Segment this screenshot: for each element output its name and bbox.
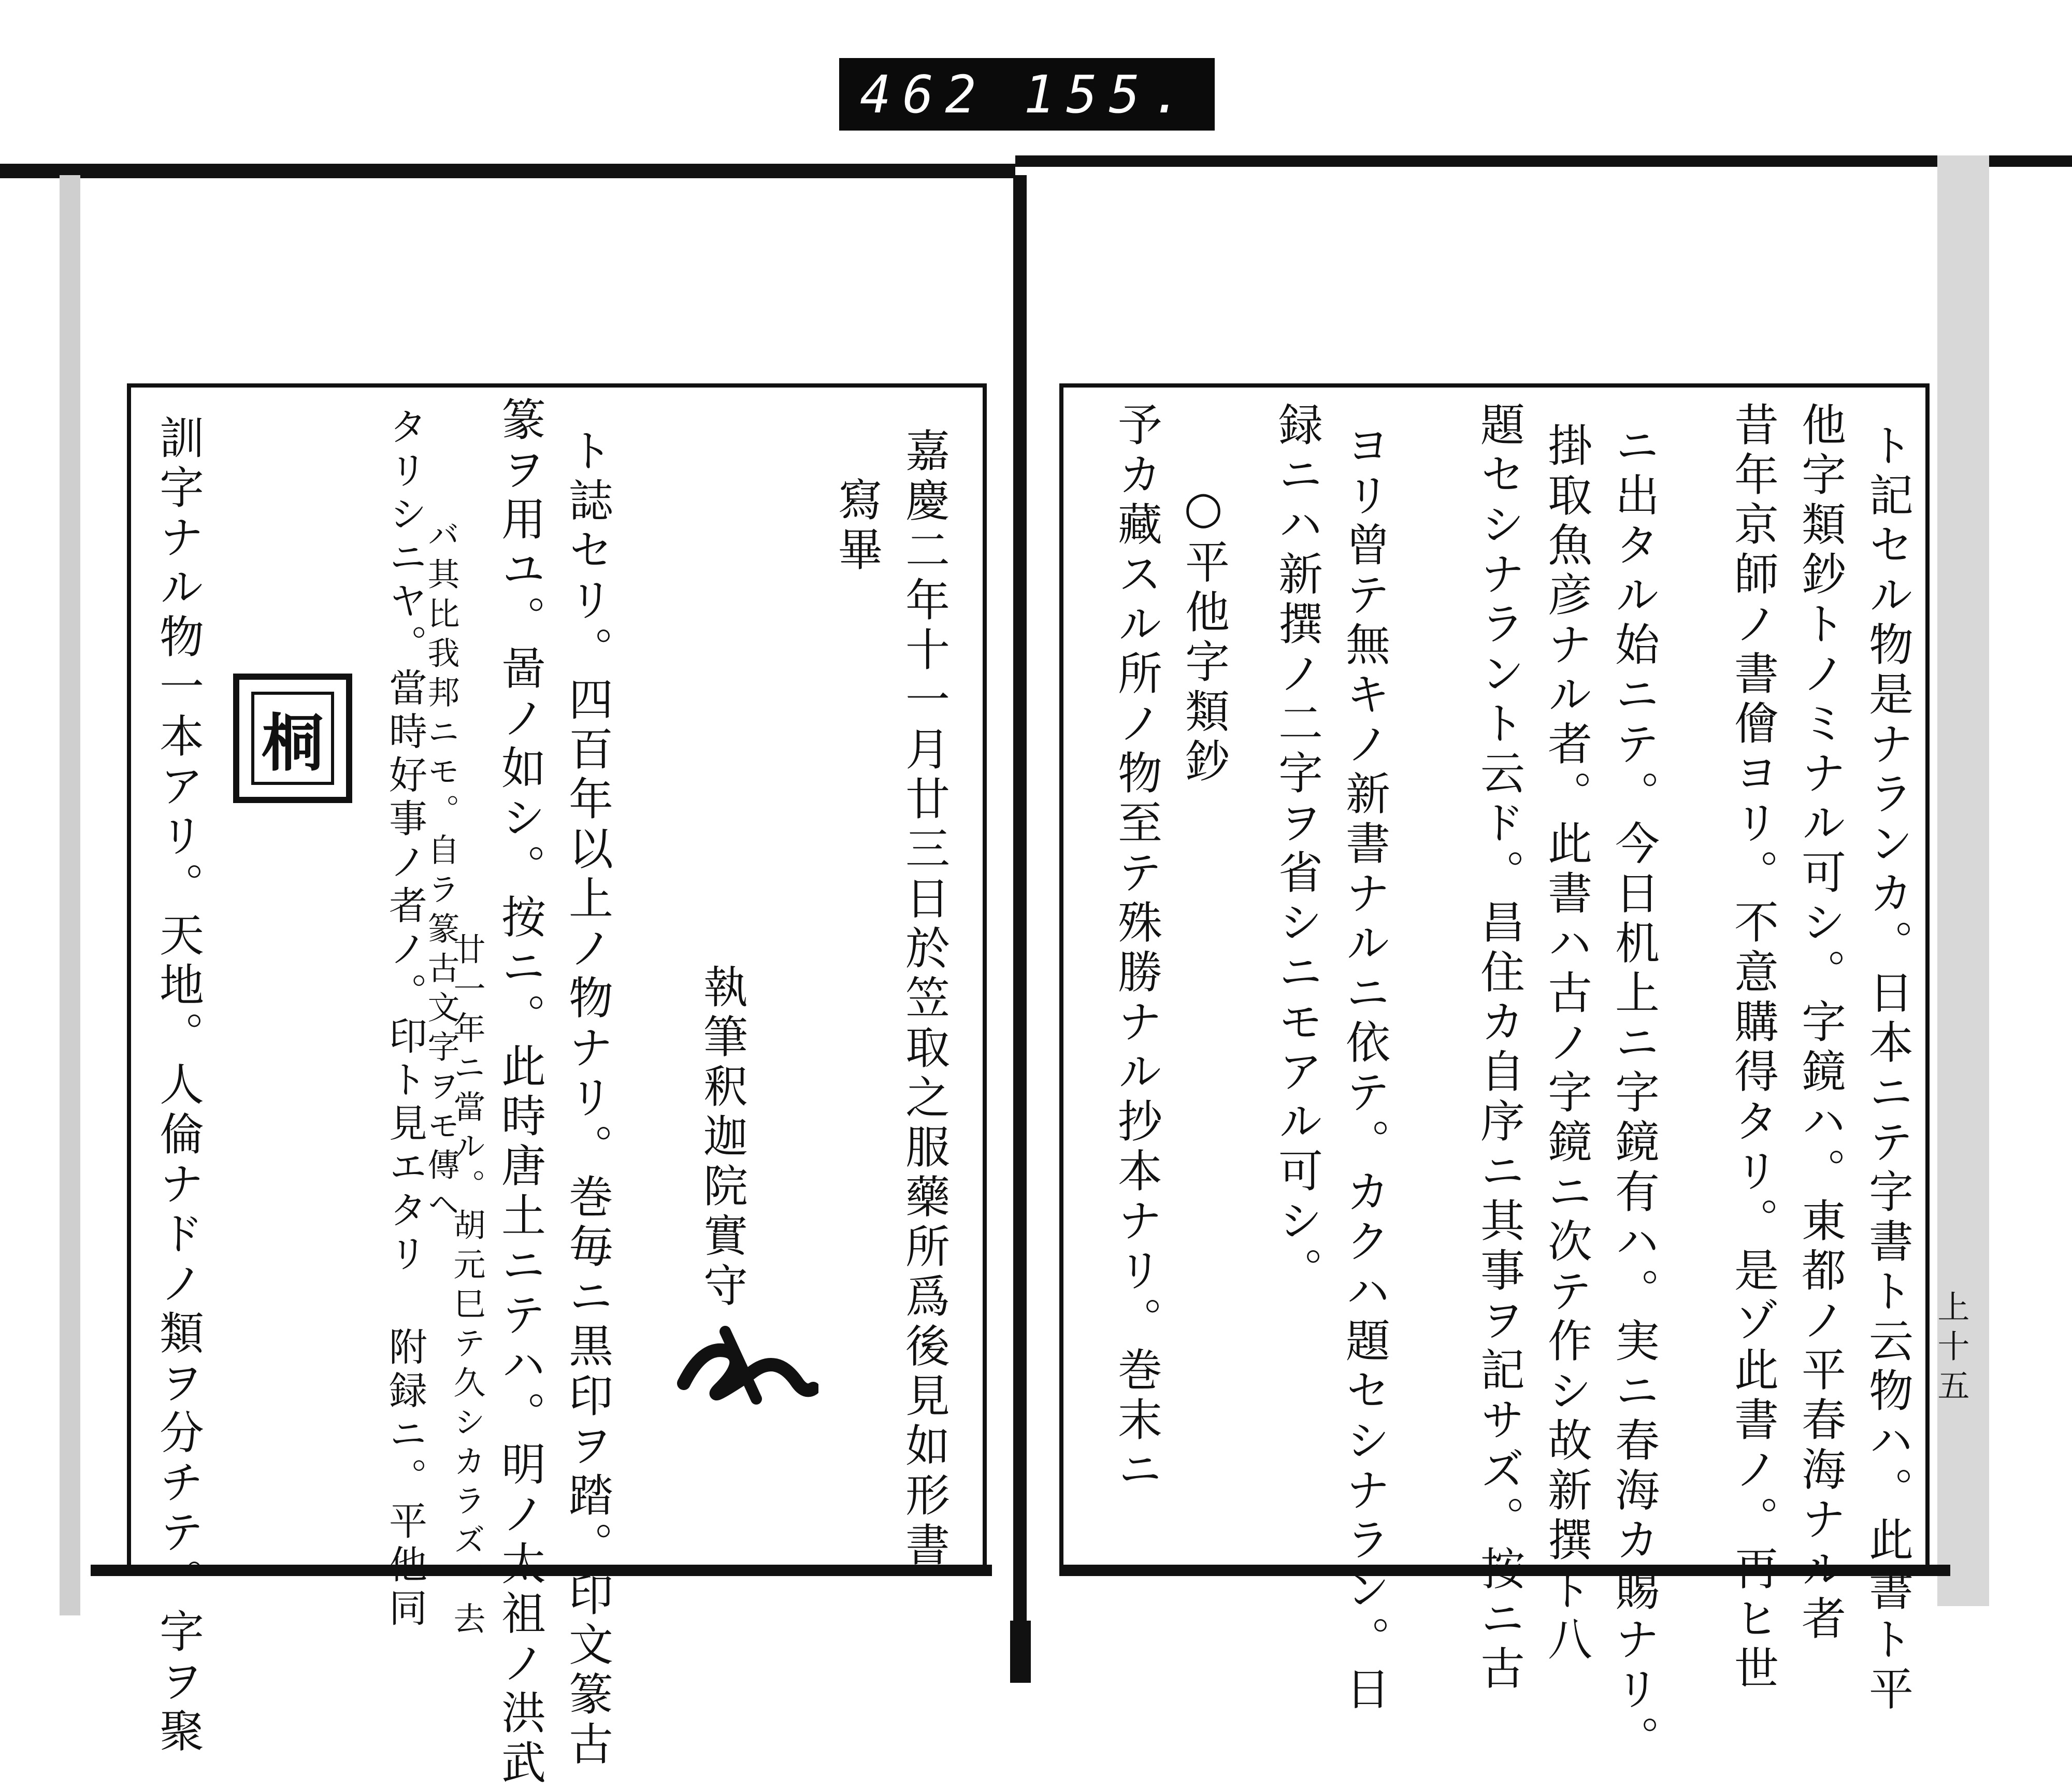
left-col-8: 訓字ナル物一本アリ。天地。人倫ナドノ類ヲ分チテ。字ヲ聚 <box>152 414 204 1757</box>
spine-foot <box>1010 1621 1031 1683</box>
left-col-4: ト誌セリ。四百年以上ノ物ナリ。巻毎ニ黒印ヲ踏。印文篆古 <box>561 427 613 1770</box>
right-col-7: ヨリ曾テ無キノ新書ナルニ依テ。カクハ題セシナラン。日 <box>1338 422 1390 1715</box>
book-spine <box>1013 175 1027 1621</box>
left-col-1: 嘉慶二年十一月廿三日於笠取之服藥所爲後見如形書 <box>898 427 949 1571</box>
right-col-4: ニ出タル始ニテ。今日机上ニ字鏡有ハ。実ニ春海カ賜ナリ。 <box>1607 422 1659 1765</box>
right-col-1: ト記セル物是ナランカ。日本ニテ字書ト云物ハ。此書ト平 <box>1861 422 1913 1715</box>
left-page-edge <box>60 175 80 1615</box>
frame-number-tag <box>839 58 1215 131</box>
frame-number-right: 155. <box>1024 64 1194 125</box>
seal-stamp <box>233 674 352 803</box>
right-col-9: ○平他字類鈔 <box>1177 482 1229 788</box>
page-folio: 上十五 <box>1932 1290 1970 1408</box>
left-col-2: 寫畢 <box>830 477 882 576</box>
left-col-5: 篆ヲ用ユ。啚ノ如シ。按ニ。此時唐土ニテハ。明ノ太祖ノ洪武 <box>494 396 545 1789</box>
top-rule-right <box>1015 155 2072 167</box>
right-col-3: 昔年京師ノ書儈ヨリ。不意購得タリ。是ゾ此書ノ。再ヒ世 <box>1726 402 1778 1695</box>
top-rule-left <box>0 164 1015 178</box>
right-col-2: 他字類鈔トノミナル可シ。字鏡ハ。東都ノ平春海ナル者 <box>1794 402 1846 1645</box>
seal-character: 桐 <box>251 692 334 785</box>
left-col-3: 執筆釈迦院實守 <box>696 964 747 1312</box>
left-col-7: タリシニヤ。當時好事ノ者ノ。印ト見エタリ 附録ニ。平他同 <box>383 407 427 1631</box>
left-small-col-2: バ其比我邦ニモ。自ラ篆古文字ヲモ傳ヘ <box>422 518 460 1227</box>
right-col-10: 予カ藏スル所ノ物至テ殊勝ナル抄本ナリ。巻末ニ <box>1110 402 1162 1496</box>
right-col-5: 掛取魚彦ナル者。此書ハ古ノ字鏡ニ次テ作シ故新撰ト八 <box>1540 422 1592 1666</box>
frame-number-left: 462 <box>860 64 988 125</box>
right-col-6: 題セシナラント云ド。昌住カ自序ニ其事ヲ記サズ。按ニ古 <box>1473 402 1524 1695</box>
right-col-8: 録ニハ新撰ノ二字ヲ省シニモアル可シ。 <box>1271 402 1322 1297</box>
left-small-col-1: 廿一年ニ當ル。胡元巳テ久シカラズ。去 <box>448 933 486 1641</box>
signature-mark <box>673 1311 818 1414</box>
